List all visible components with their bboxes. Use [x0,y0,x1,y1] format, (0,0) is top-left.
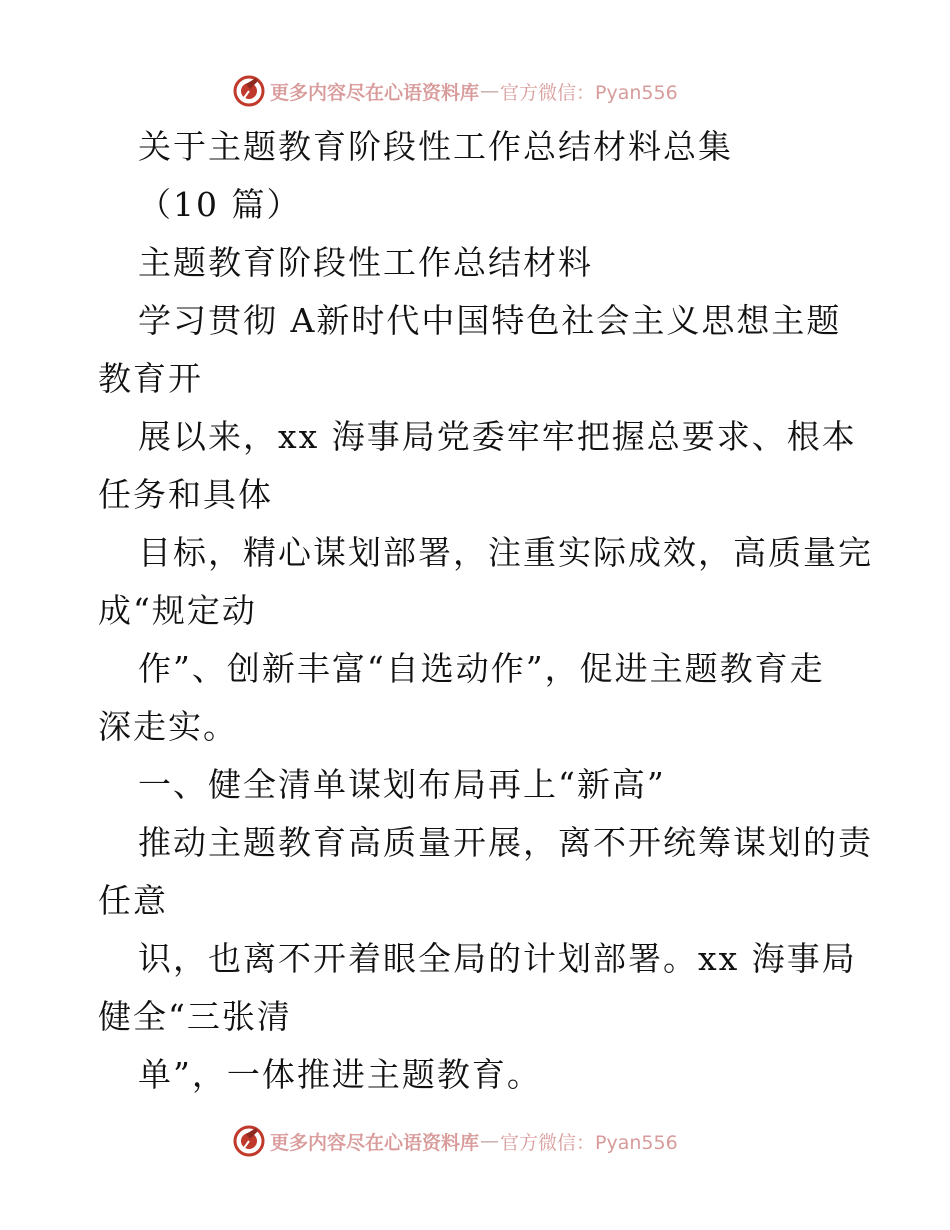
watermark-account-text: 官方微信：Pyan556 [500,81,678,104]
watermark-account-text: 官方微信：Pyan556 [500,1131,678,1154]
body-line: 识，也离不开着眼全局的计划部署。xx 海事局 [138,939,857,978]
document-title-line-2: （10 篇） [138,185,302,224]
watermark-dash: — [480,1130,500,1152]
document-body [98,118,873,1104]
body-line: 成“规定动 [98,591,257,630]
body-line: 目标，精心谋划部署，注重实际成效，高质量完 [138,533,873,572]
pen-nib-circle-icon [232,74,266,108]
pen-nib-circle-icon [232,1124,266,1158]
watermark-footer [232,1124,752,1158]
body-line: 教育开 [98,359,203,398]
watermark-header [232,74,752,108]
body-line: 健全“三张清 [98,997,292,1036]
body-line: 作”、创新丰富“自选动作”，促进主题教育走 [138,649,825,688]
body-line: 单”，一体推进主题教育。 [138,1055,542,1094]
body-line: 学习贯彻 A新时代中国特色社会主义思想主题 [138,301,842,340]
watermark-dash: — [480,80,500,102]
section-title: 主题教育阶段性工作总结材料 [138,243,593,282]
body-line: 深走实。 [98,707,238,746]
body-line: 任意 [98,881,168,920]
watermark-main-text: 更多内容尽在心语资料库 [270,81,480,104]
watermark-main-text: 更多内容尽在心语资料库 [270,1131,480,1154]
document-title-line-1: 关于主题教育阶段性工作总结材料总集 [138,127,733,166]
body-line: 任务和具体 [98,475,273,514]
body-line: 推动主题教育高质量开展，离不开统筹谋划的责 [138,823,873,862]
body-line: 展以来，xx 海事局党委牢牢把握总要求、根本 [138,417,857,456]
section-heading: 一、健全清单谋划布局再上“新高” [138,765,666,804]
